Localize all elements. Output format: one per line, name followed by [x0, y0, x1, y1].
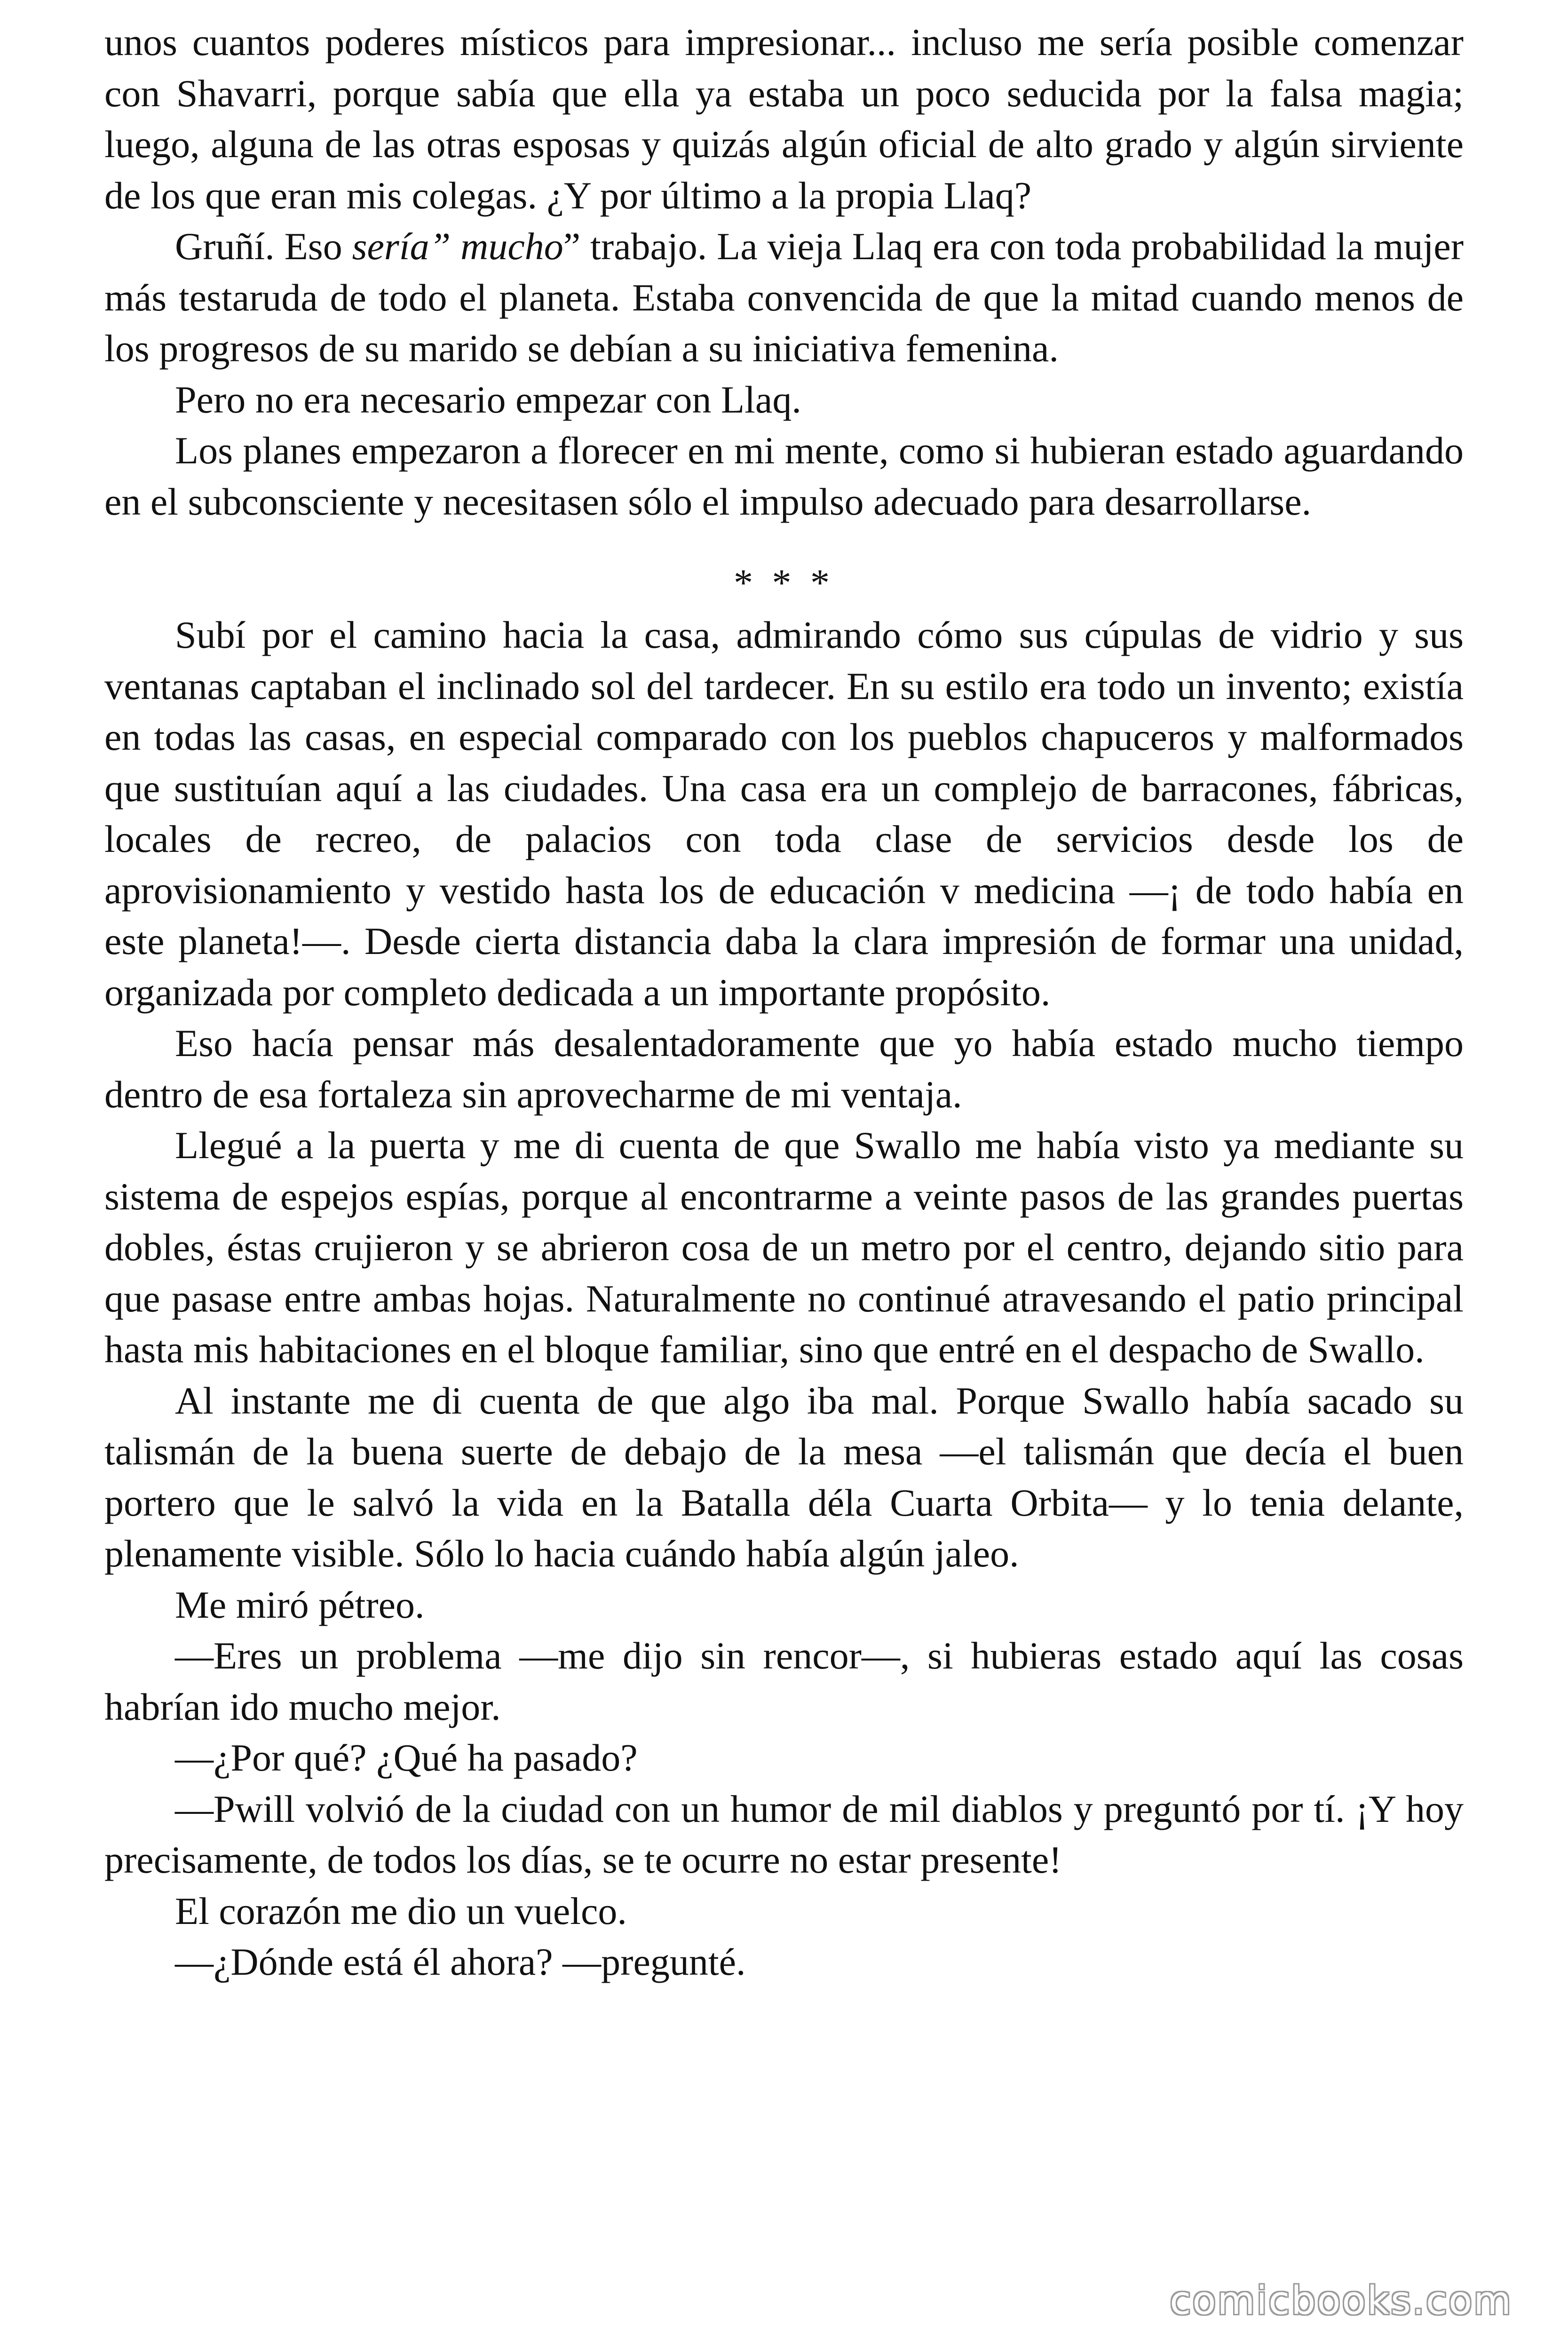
paragraph: Los planes empezaron a florecer en mi mente, como si hubieran estado aguardando en el subconsciente y necesitasen sólo el impulso adecuado para desarrollarse.	[104, 429, 1464, 523]
paragraph: Pero no era necesario empezar con Llaq.	[175, 378, 801, 421]
book-page	[104, 17, 1464, 1988]
watermark-text: comicbooks.com	[1170, 2279, 1513, 2323]
paragraph: Llegué a la puerta y me di cuenta de que Swallo me había visto ya mediante su sistema de espejos espías, porque al encontrarme a veinte pasos de las grandes puertas dobles, éstas crujieron y se abrieron cosa de un metro por el centro, dejando sitio para que pasase entre ambas hojas. Naturalmente no continué atravesando el patio principal hasta mis habitaciones en el bloque familiar, sino que entré en el despacho de Swallo.	[104, 1124, 1464, 1371]
paragraph	[104, 221, 1464, 374]
paragraph: unos cuantos poderes místicos para impresionar... incluso me sería posible comenzar con Shavarri, porque sabía que ella ya estaba un poco seducida por la falsa magia; luego, alguna de las otras esposas y quizás algún oficial de alto grado y algún sirviente de los que eran mis colegas. ¿Y por último a la propia Llaq?	[104, 21, 1464, 217]
paragraph: —¿Por qué? ¿Qué ha pasado?	[175, 1736, 638, 1779]
paragraph: Eso hacía pensar más desalentadoramente que yo había estado mucho tiempo dentro de esa fortaleza sin aprovecharme de mi ventaja.	[104, 1022, 1464, 1116]
paragraph: Al instante me di cuenta de que algo iba mal. Porque Swallo había sacado su talismán de la buena suerte de debajo de la mesa —el talismán que decía el buen portero que le salvó la vida en la Batalla déla Cuarta Orbita— y lo tenia delante, plenamente visible. Sólo lo hacia cuándo había algún jaleo.	[104, 1379, 1464, 1575]
paragraph: Subí por el camino hacia la casa, admirando cómo sus cúpulas de vidrio y sus ventanas captaban el inclinado sol del tardecer. En su estilo era todo un invento; existía en todas las casas, en especial comparado con los pueblos chapuceros y malformados que sustituían aquí a las ciudades. Una casa era un complejo de barracones, fábricas, locales de recreo, de palacios con toda clase de servicios desde los de aprovisionamiento y vestido hasta los de educación v medicina —¡ de todo había en este planeta!—. Desde cierta distancia daba la clara impresión de formar una unidad, organizada por completo dedicada a un importante propósito.	[104, 613, 1464, 1014]
text-run: ” trabajo. La vieja Llaq era con toda probabilidad la mujer más testaruda de todo el planeta. Estaba convencida de que la mitad cuando menos de los progresos de su marido se debían a su iniciativa femenina.	[104, 225, 1464, 370]
paragraph: El corazón me dio un vuelco.	[175, 1889, 627, 1932]
paragraph: —Eres un problema —me dijo sin rencor—, si hubieras estado aquí las cosas habrían ido mucho mejor.	[104, 1634, 1464, 1728]
text-run: Gruñí. Eso	[175, 225, 352, 268]
paragraph: —¿Dónde está él ahora? —pregunté.	[175, 1940, 746, 1983]
paragraph: —Pwill volvió de la ciudad con un humor de mil diablos y preguntó por tí. ¡Y hoy precisamente, de todos los días, se te ocurre no estar presente!	[104, 1787, 1464, 1881]
italic-text: sería” mucho	[352, 225, 563, 268]
paragraph: Me miró pétreo.	[175, 1583, 425, 1626]
scene-separator: * * *	[734, 561, 834, 604]
